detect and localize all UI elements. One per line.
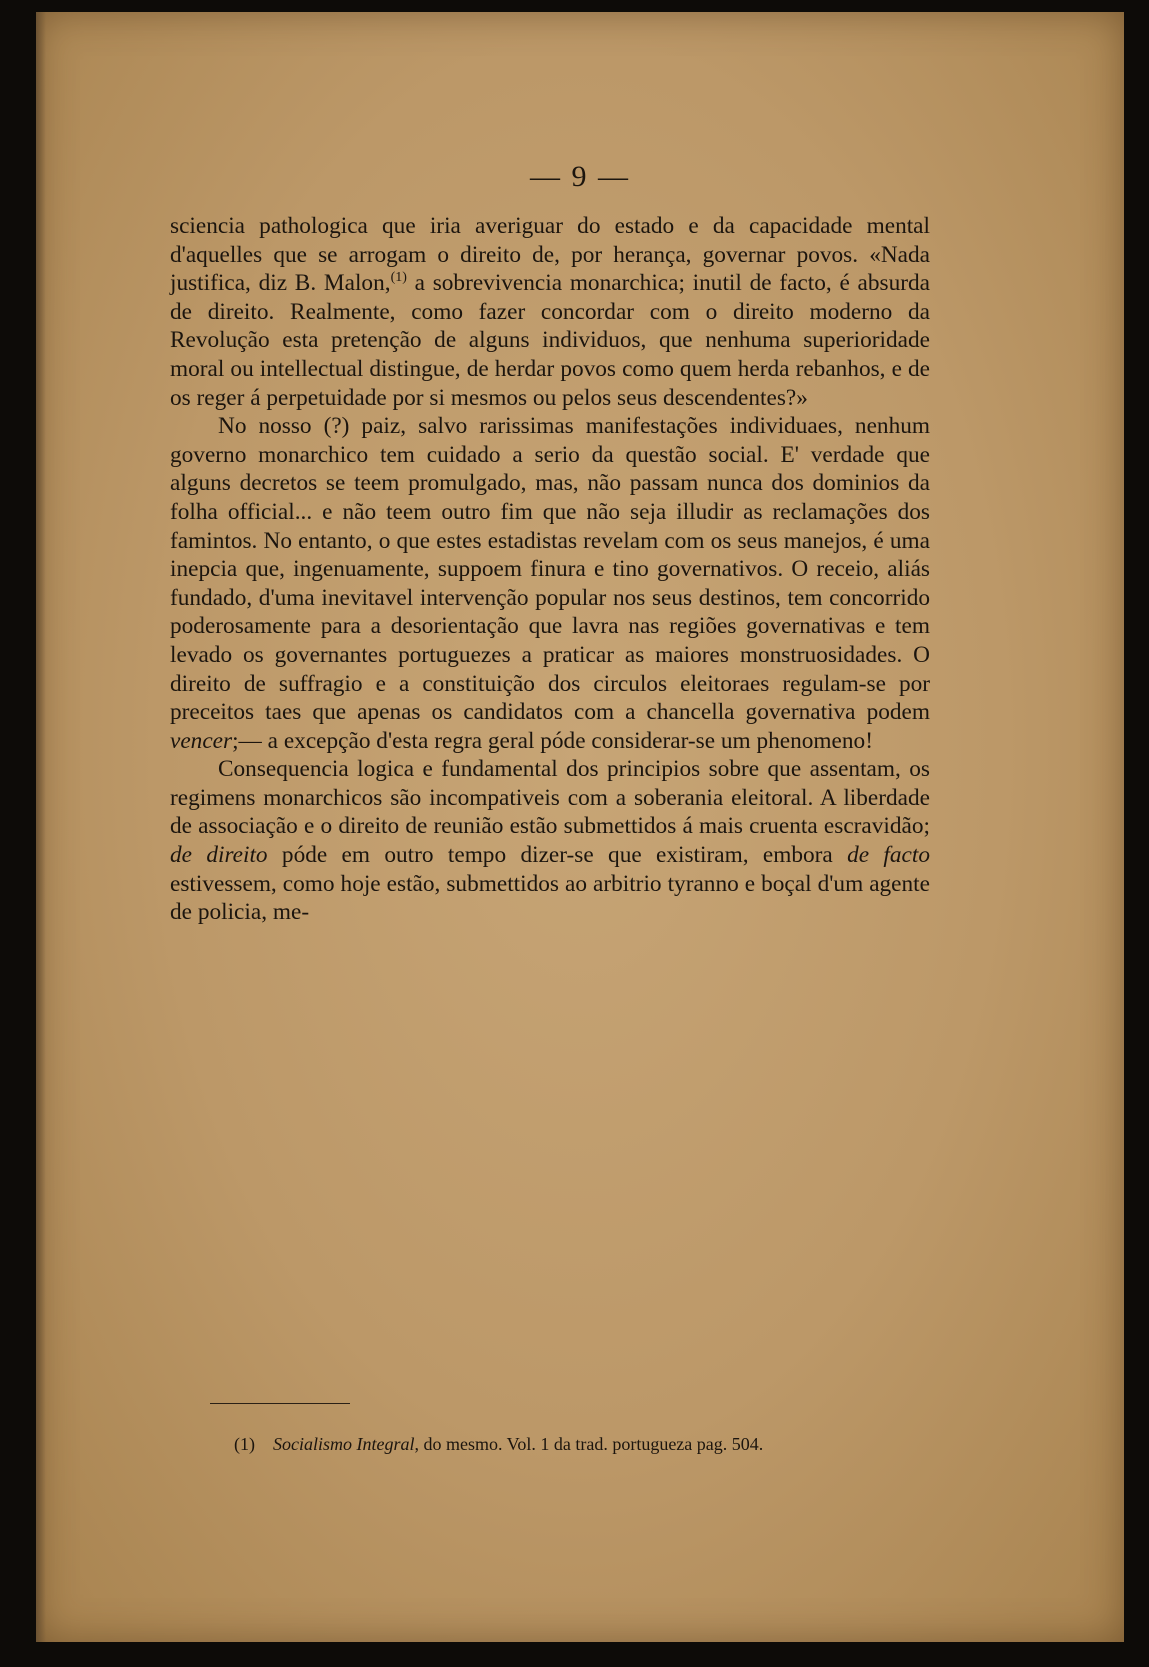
footnote-title: Socialismo Integral (273, 1434, 415, 1454)
paragraph-2-emphasis: vencer (170, 727, 233, 754)
paragraph-3 (170, 755, 930, 927)
body-text (170, 212, 930, 927)
footnote-text (170, 1432, 930, 1457)
footnote-reference: (1) (390, 270, 407, 286)
paragraph-1 (170, 212, 930, 412)
footnote-divider (210, 1403, 350, 1404)
paragraph-2-text: No nosso (?) paiz, salvo rarissimas manifestações individuaes, nenhum governo monarchico tem cuidado a serio da questão social. E' verdade que alguns decretos se teem promulgado, mas, não passam nunca dos dominios da folha official... e não teem outro fim que não seja illudir as reclamações dos famintos. No entanto, o que estes estadistas revelam com os seus manejos, é uma inepcia que, ingenuamente, suppoem finura e tino governativos. O receio, aliás fundado, d'uma inevitavel intervenção popular nos seus destinos, tem concorrido poderosamente para a desorientação que lavra nas regiões governativas e tem levado os governantes portuguezes a praticar as maiores monstruosidades. O direito de suffragio e a constituição dos circulos eleitoraes regulam-se por preceitos taes que apenas os candidatos com a chancella governativa podem (170, 413, 930, 726)
paragraph-1-text: sciencia pathologica que iria averiguar do estado e da capacidade mental d'aquelles que se arrogam o direito de, por herança, governar povos. «Nada justifica, diz B. Malon, (170, 213, 930, 297)
paragraph-1-text-cont: a sobrevivencia monarchica; inutil de facto, é absurda de direito. Realmente, como fazer concordar com o direito moderno da Revolução esta pretenção de alguns individuos, que nenhuma superioridade moral ou intellectual distingue, de herdar povos como quem herda rebanhos, e de os reger á perpetuidade por si mesmos ou pelos seus descendentes?» (170, 270, 930, 411)
footnote-details: , do mesmo. Vol. 1 da trad. portugueza pag. 504. (414, 1434, 764, 1454)
paragraph-3-text-middle: póde em outro tempo dizer-se que existiram, embora (267, 842, 848, 869)
paragraph-3-emphasis-1: de direito (170, 842, 268, 869)
paragraph-2-text-cont: ;— a excepção d'esta regra geral póde considerar-se um phenomeno! (232, 727, 873, 754)
page-number: — 9 — (530, 160, 630, 193)
paragraph-2 (170, 412, 930, 755)
page-binding-edge (36, 12, 46, 1642)
footnote (170, 1432, 930, 1457)
paragraph-3-emphasis-2: de facto (847, 842, 930, 869)
book-page (36, 12, 1124, 1642)
footnote-number: (1) (234, 1434, 255, 1454)
paragraph-3-text-cont: estivessem, como hoje estão, submettidos ao arbitrio tyranno e boçal d'um agente de policia, me- (170, 870, 930, 926)
paragraph-3-text: Consequencia logica e fundamental dos principios sobre que assentam, os regimens monarchicos são incompativeis com a soberania eleitoral. A liberdade de associação e o direito de reunião estão submettidos á mais cruenta escravidão; (170, 756, 930, 840)
